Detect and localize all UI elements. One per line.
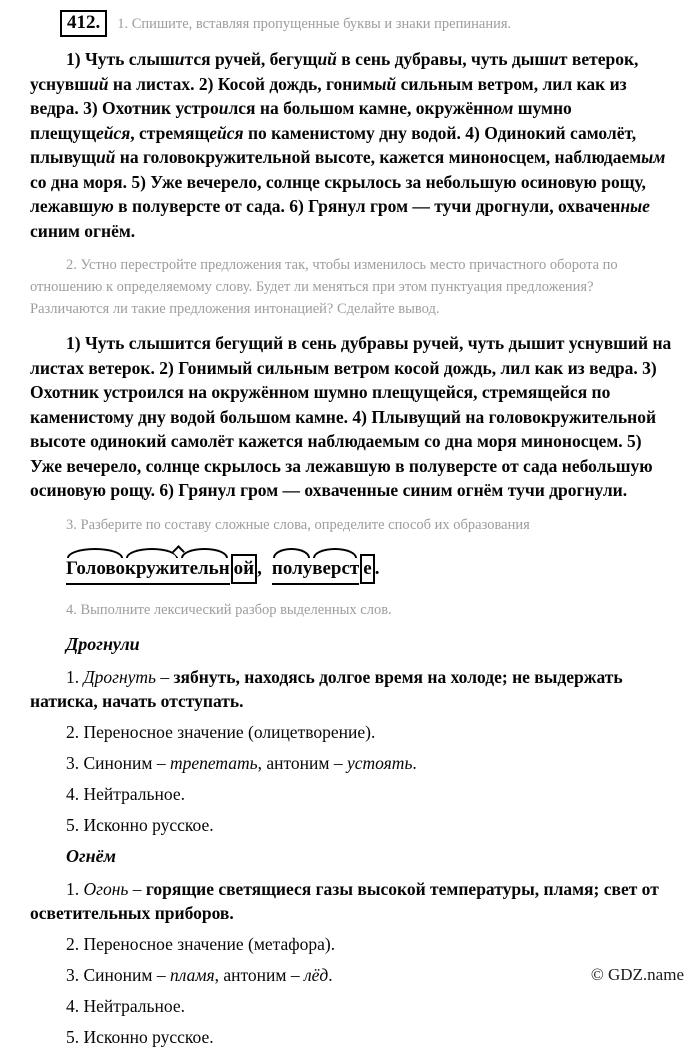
task-instruction-2: 2. Устно перестройте предложения так, чтобы изменилось место причастного оборота по отношению к определяемому слову. Будет ли меняться при этом пунктуация предложения? Различаются ли такие предложения интонацией? Сделайте вывод.: [30, 257, 618, 317]
lexical-section-drognuli: [30, 632, 674, 837]
lexical-item: 3. Синоним – трепетать, антоним – устоять.: [66, 752, 417, 773]
morpheme-word: полуверст е .: [272, 554, 380, 585]
task-instruction-1: 1. Спишите, вставляя пропущенные буквы и знаки препинания.: [117, 15, 512, 32]
exercise-paragraph-1: 1) Чуть слышится ручей, бегущий в сень дубравы, чуть дышит ветерок, уснувший на листах. 2) Косой дождь, гонимый сильным ветром, лил как из ведра. 3) Охотник устроился на большом камне, окружённом шумно плещущейся, стремящейся по каменистому дну водой. 4) Одинокий самолёт, плывущий на головокружительной высоте, кажется миноносцем, наблюдаемым со дна моря. 5) Уже вечерело, солнце скрылось за небольшую осиновую рощу, лежавшую в полуверсте от сада. 6) Грянул гром — тучи дрогнули, охваченные синим огнём.: [30, 49, 666, 241]
exercise-number-badge: 412.: [60, 10, 107, 37]
rewritten-paragraph: 1) Чуть слышится бегущий в сень дубравы ручей, чуть дышит уснувший на листах ветерок. 2) Гонимый сильным ветром косой дождь, лил как из ведра. 3) Охотник устроился на окружённом шумно плещущейся, стремящейся по каменистому дну водой большом камне. 4) Плывущий на головокружительной высоте одинокий самолёт кажется наблюдаемым со дна моря миноносцем. 5) Уже вечерело, солнце скрылось за лежавшую в полуверсте от сада небольшую осиновую рощу. 6) Грянул гром — охваченные синим огнём тучи дрогнули.: [30, 333, 672, 500]
morpheme-analysis-row: [66, 554, 674, 585]
task-instruction-3: 3. Разберите по составу сложные слова, определите способ их образования: [66, 516, 530, 533]
lexical-item: 4. Нейтральное.: [66, 783, 185, 804]
lexical-item: 5. Исконно русское.: [66, 1026, 214, 1047]
watermark: © GDZ.name: [590, 965, 684, 984]
lexical-item: 1. Дрогнуть – зябнуть, находясь долгое время на холоде; не выдержать натиска, начать отступать.: [30, 666, 623, 711]
lexical-section-ognyom: [30, 844, 674, 1049]
lexical-item: 1. Огонь – горящие светящиеся газы высокой температуры, пламя; свет от осветительных приборов.: [30, 878, 659, 923]
lexical-item: 2. Переносное значение (метафора).: [66, 933, 336, 954]
lexical-word-title: Дрогнули: [66, 633, 140, 654]
morpheme-word: Головокружительн ой ,: [66, 554, 262, 585]
lexical-item: 4. Нейтральное.: [66, 995, 185, 1016]
exercise-header: [60, 10, 674, 37]
lexical-word-title: Огнём: [66, 845, 116, 866]
lexical-item: 2. Переносное значение (олицетворение).: [66, 721, 376, 742]
task-instruction-4: 4. Выполните лексический разбор выделенных слов.: [66, 601, 392, 618]
lexical-item: 5. Исконно русское.: [66, 814, 214, 835]
lexical-item: 3. Синоним – пламя, антоним – лёд.: [66, 964, 333, 985]
